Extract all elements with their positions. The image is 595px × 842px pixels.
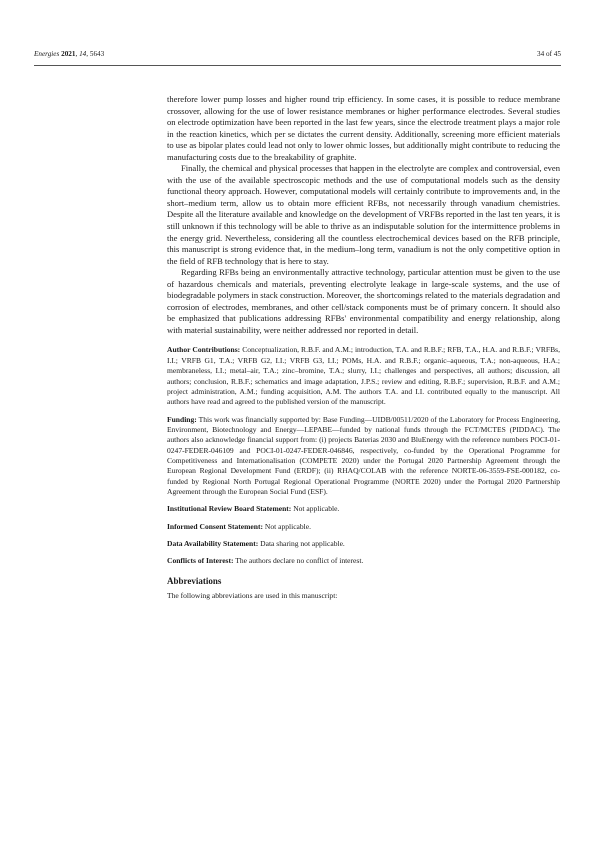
article-number: 5643: [89, 50, 105, 58]
funding-label: Funding:: [167, 414, 197, 424]
conflicts-label: Conflicts of Interest:: [167, 556, 234, 566]
author-contributions-text: Conceptualization, R.B.F. and A.M.; introduction, T.A. and R.B.F.; RFB, T.A., H.A. and R.B.F.; VRFBs, I.I.; VRFB G1, T.A.; VRFB G2, I.I.; VRFB G3, I.I.; POMs, H.A. and R.B.F.; organic–aqueous, T.A.; non-aqueous, H.A.; membraneless, I.I.; metal–air, T.A.; zinc–bromine, T.A.; slurry, I.I.; challenges and perspectives, all authors; discussion, all authors; conclusion, R.B.F.; schematics and image adaptation, J.P.S.; review and editing, R.B.F.; supervision, R.B.F. and A.M.; project administration, A.M.; funding acquisition, A.M. The authors T.A. and I.I. contributed equally to the manuscript. All authors have read and agreed to the published version of the manuscript.: [167, 345, 560, 407]
informed-consent-statement: [167, 522, 560, 532]
body-paragraph: Regarding RFBs being an environmentally attractive technology, particular attention must be given to the use of hazardous chemicals and materials, preventing electrolyte leakage in large-scale systems, and the use of biodegradable polymers in stack construction. Moreover, the shortcomings related to the materials degradation and corrosion of electrodes, membranes, and other cell/stack components must be of primary concern. It should also be emphasized that publications addressing RFBs' environmental compatibility and energy relationship, along with material sustainability, were neither addressed nor reported in detail.: [167, 267, 560, 335]
journal-name: Energies: [34, 50, 60, 58]
data-availability-text: Data sharing not applicable.: [260, 538, 345, 548]
abbreviations-heading: Abbreviations: [167, 575, 222, 586]
irb-statement: [167, 504, 560, 514]
abbreviations-intro: The following abbreviations are used in this manuscript:: [167, 590, 338, 600]
author-contributions-label: Author Contributions:: [167, 345, 241, 355]
informed-consent-text: Not applicable.: [264, 521, 312, 531]
funding-text: This work was financially supported by: Base Funding—UIDB/00511/2020 of the Laboratory for Process Engineering, Environment, Biotechnology and Energy—LEPABE—funded by national funds through the FCT/MCTES (PIDDAC). The authors also acknowledge financial support from: (i) projects Baterias 2030 and BluEnergy with the reference numbers POCI-01-0247-FEDER-046109 and POCI-01-0247-FEDER-046846, respectively, co-funded by the Operational Programme for Competitiveness and Internationalisation (COMPETE 2020) under the Portugal 2020 Partnership Agreement through the European Regional Development Fund (ERDF); (ii) RHAQ/COLAB with the reference NORTE-06-3559-FSE-000182, co-funded by Regional North Portugal Regional Operational Programme (NORTE 2020) under the Portugal 2020 Partnership Agreement through the European Social Fund (ESF).: [167, 414, 560, 496]
data-availability-statement: [167, 539, 560, 549]
body-paragraph: Finally, the chemical and physical processes that happen in the electrolyte are complex and controversial, even with the use of the available spectroscopic methods and the use of computational models such as the density functional theory approach. However, computational models will certainly contribute to improvements and, in the short–medium term, allow us to obtain more efficient RFBs, not necessarily through vanadium chemistries. Despite all the literature available and knowledge on the development of VRFBs reported in the last ten years, it is still unknown if this technology will be able to thrive as an indisputable solution for the intermittence problems in the energy grid. Nevertheless, considering all the countless electrochemical devices based on the RFB principle, this manuscript is strong evidence that, in the medium–long term, vanadium is not the only competitive option in the field of RFB technology that is here to stay.: [167, 163, 560, 266]
conflicts-of-interest: [167, 556, 560, 566]
journal-volume: 14: [79, 50, 87, 58]
journal-citation: Energies 2021, 14, 5643: [34, 50, 105, 58]
conflicts-text: The authors declare no conflict of interest.: [235, 556, 364, 566]
page-number: 34 of 45: [537, 50, 561, 58]
body-text: [167, 94, 560, 336]
body-paragraph: therefore lower pump losses and higher round trip efficiency. In some cases, it is possible to reduce membrane crossover, allowing for the use of lower resistance membranes or higher performance electrodes. Several studies on electrode optimization have been reported in the last few years, since the electrode treatment plays a major role in the reaction kinetics, which per se dictates the current density. Additionally, screening more efficient materials to use as bipolar plates could lead not only to lower ohmic losses, but additionally might contribute to reducing the manufacturing costs due to the breakability of graphite.: [167, 94, 560, 162]
irb-text: Not applicable.: [293, 504, 340, 514]
author-contributions: [167, 345, 560, 407]
irb-label: Institutional Review Board Statement:: [167, 504, 292, 514]
page-header: [34, 49, 561, 66]
funding: [167, 415, 560, 498]
data-availability-label: Data Availability Statement:: [167, 538, 259, 548]
journal-year: 2021: [61, 50, 76, 58]
informed-consent-label: Informed Consent Statement:: [167, 521, 264, 531]
back-matter: [167, 345, 560, 566]
page-content: [167, 94, 560, 601]
